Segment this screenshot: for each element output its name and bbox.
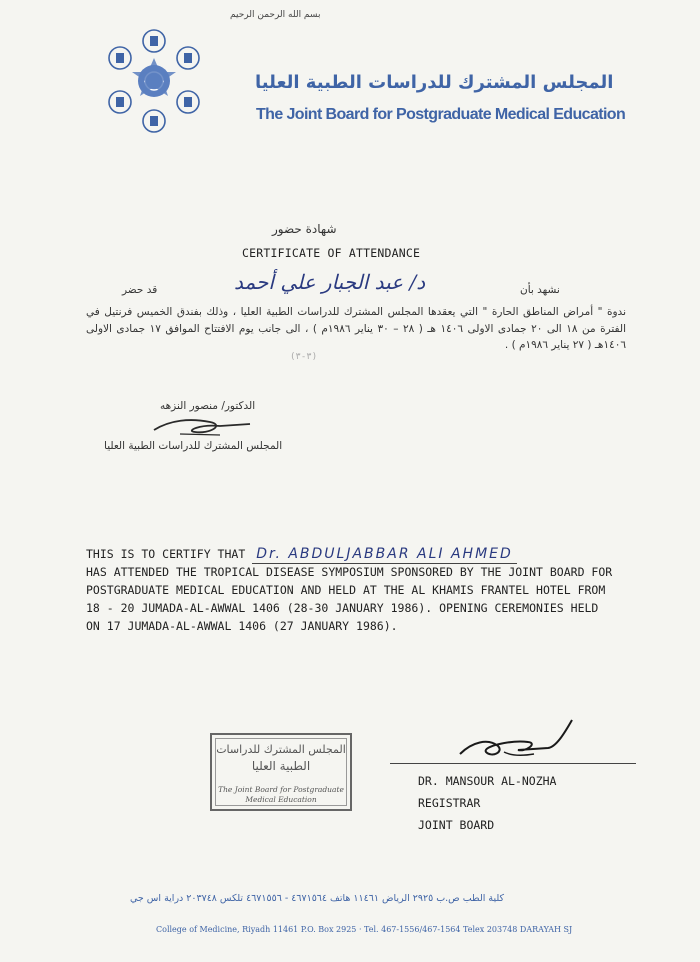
- faint-stamp-mark: (٣-٣): [290, 352, 318, 362]
- handwritten-name-english: Dr. ABDULJABBAR ALI AHMED: [252, 546, 517, 564]
- arabic-signature-icon: [150, 404, 260, 444]
- english-certify-prefix: THIS IS TO CERTIFY THAT: [86, 547, 246, 561]
- footer-address-english: College of Medicine, Riyadh 11461 P.O. Box 2925 · Tel. 467-1556/467-1564 Telex 203748 DARAYAH SJ: [156, 925, 573, 934]
- certificate-title-english: CERTIFICATE OF ATTENDANCE: [242, 246, 421, 260]
- board-seal-logo-icon: [100, 28, 208, 134]
- stamp-arabic-line-2: الطبية العليا: [251, 759, 311, 773]
- signatory-title: REGISTRAR: [418, 796, 481, 810]
- stamp-english-line-2: Medical Education: [245, 795, 317, 804]
- org-name-arabic: المجلس المشترك للدراسات الطبية العليا: [255, 72, 614, 93]
- stamp-english-line-1: The Joint Board for Postgraduate: [218, 785, 344, 794]
- certificate-title-arabic: شهادة حضور: [272, 222, 337, 236]
- signatory-name: DR. MANSOUR AL-NOZHA: [418, 774, 557, 788]
- footer-address-arabic: كلية الطب ص.ب ٢٩٢٥ الرياض ١١٤٦١ هاتف ٤٦٧١٥٦٤ - ٤٦٧١٥٥٦ تلكس ٢٠٣٧٤٨ دراية اس جي: [130, 893, 504, 904]
- arabic-attended-label: قد حضر: [122, 284, 158, 296]
- stamp-english-text: [212, 785, 350, 805]
- english-signature-icon: [452, 712, 582, 770]
- arabic-signatory-org: المجلس المشترك للدراسات الطبية العليا: [104, 440, 283, 452]
- arabic-body-paragraph: ندوة " أمراض المناطق الحارة " التي يعقدها المجلس المشترك للدراسات الطبية العليا ، وذلك بفندق الخميس فرنتيل في الفترة من ١٨ الى ٢٠ جمادى الاولى ١٤٠٦ هـ ( ٢٨ – ٣٠ يناير ١٩٨٦م ) ، الى جانب يوم الافتتاح الموافق ١٧ جمادى الاولى ١٤٠٦هـ ( ٢٧ يناير ١٩٨٦م ) .: [86, 306, 626, 351]
- english-body-line-1: [86, 545, 612, 563]
- official-stamp: [210, 733, 352, 811]
- english-body-line-5: ON 17 JUMADA-AL-AWWAL 1406 (27 JANUARY 1986).: [86, 619, 398, 633]
- stamp-arabic-line-1: المجلس المشترك للدراسات: [216, 743, 346, 756]
- english-body-line-3: POSTGRADUATE MEDICAL EDUCATION AND HELD AT THE AL KHAMIS FRANTEL HOTEL FROM: [86, 583, 606, 597]
- signature-line: [390, 763, 636, 764]
- signatory-org: JOINT BOARD: [418, 818, 495, 832]
- english-body: [86, 545, 612, 635]
- org-name-english: The Joint Board for Postgraduate Medical Education: [256, 106, 626, 123]
- signature-block: [418, 770, 556, 836]
- english-body-line-4: 18 - 20 JUMADA-AL-AWWAL 1406 (28-30 JANUARY 1986). OPENING CEREMONIES HELD: [86, 601, 599, 615]
- english-body-line-2: HAS ATTENDED THE TROPICAL DISEASE SYMPOSIUM SPONSORED BY THE JOINT BOARD FOR: [86, 565, 613, 579]
- arabic-certify-prefix: نشهد بأن: [520, 284, 560, 296]
- arabic-signatory-name: الدكتور/ منصور النزهه: [160, 400, 256, 412]
- handwritten-name-arabic: د/ عبد الجبار علي أحمد: [234, 270, 426, 294]
- basmala: بسم الله الرحمن الرحيم: [230, 10, 321, 20]
